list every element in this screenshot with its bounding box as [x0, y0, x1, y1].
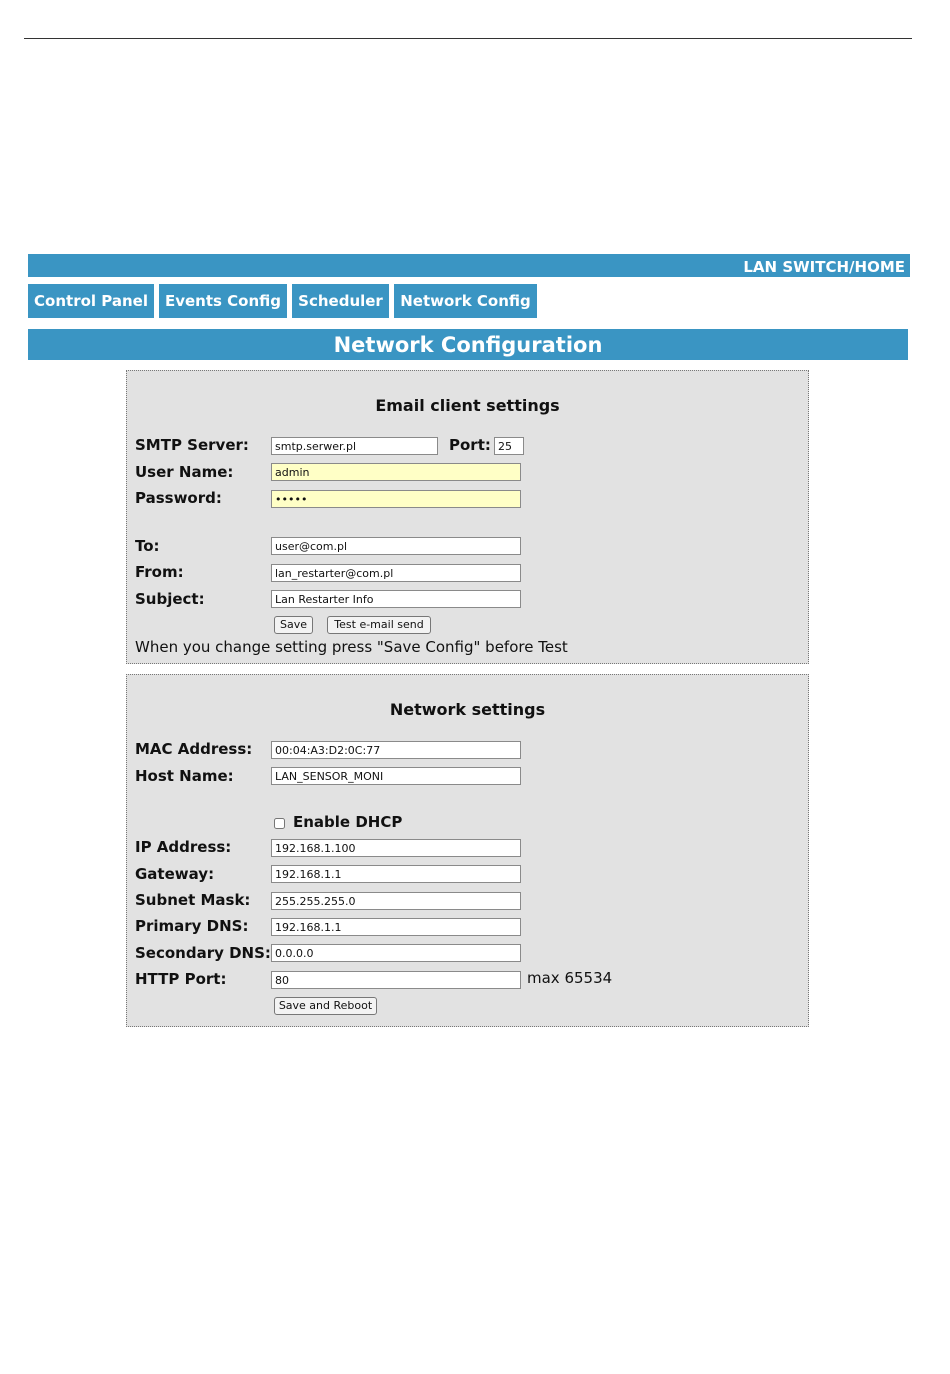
enable-dhcp-checkbox[interactable]	[274, 818, 285, 829]
save-config-note: When you change setting press "Save Config" before Test	[135, 638, 568, 656]
save-and-reboot-button[interactable]: Save and Reboot	[274, 997, 377, 1015]
page-title: Network Configuration	[28, 329, 908, 360]
brand-title: LAN SWITCH/HOME	[743, 258, 905, 276]
subject-label: Subject:	[135, 590, 205, 608]
user-name-input[interactable]	[271, 463, 521, 481]
http-port-label: HTTP Port:	[135, 970, 227, 988]
gateway-input[interactable]	[271, 865, 521, 883]
smtp-port-input[interactable]	[494, 437, 524, 455]
enable-dhcp-label: Enable DHCP	[293, 813, 403, 831]
from-label: From:	[135, 563, 184, 581]
subnet-mask-label: Subnet Mask:	[135, 891, 251, 909]
smtp-server-input[interactable]	[271, 437, 438, 455]
ip-address-input[interactable]	[271, 839, 521, 857]
http-port-input[interactable]	[271, 971, 521, 989]
primary-dns-label: Primary DNS:	[135, 917, 249, 935]
tab-scheduler[interactable]: Scheduler	[292, 284, 389, 318]
smtp-server-label: SMTP Server:	[135, 436, 249, 454]
port-label: Port:	[449, 436, 491, 454]
email-settings-title: Email client settings	[375, 396, 560, 415]
brand-bar	[28, 254, 910, 277]
gateway-label: Gateway:	[135, 865, 215, 883]
test-email-button[interactable]: Test e-mail send	[327, 616, 431, 634]
to-input[interactable]	[271, 537, 521, 555]
to-label: To:	[135, 537, 160, 555]
secondary-dns-label: Secondary DNS:	[135, 944, 271, 962]
user-name-label: User Name:	[135, 463, 234, 481]
from-input[interactable]	[271, 564, 521, 582]
http-port-hint: max 65534	[527, 969, 613, 987]
ip-address-label: IP Address:	[135, 838, 232, 856]
primary-dns-input[interactable]	[271, 918, 521, 936]
password-label: Password:	[135, 489, 222, 507]
save-button[interactable]: Save	[274, 616, 313, 634]
network-settings-title: Network settings	[389, 700, 546, 719]
tab-events-config[interactable]: Events Config	[159, 284, 287, 318]
secondary-dns-input[interactable]	[271, 944, 521, 962]
subnet-mask-input[interactable]	[271, 892, 521, 910]
mac-address-input[interactable]	[271, 741, 521, 759]
tab-control-panel[interactable]: Control Panel	[28, 284, 154, 318]
host-name-label: Host Name:	[135, 767, 234, 785]
tab-network-config[interactable]: Network Config	[394, 284, 537, 318]
mac-address-label: MAC Address:	[135, 740, 253, 758]
host-name-input[interactable]	[271, 767, 521, 785]
email-settings-panel	[126, 370, 809, 664]
password-input[interactable]	[271, 490, 521, 508]
top-rule	[24, 38, 912, 39]
network-settings-panel	[126, 674, 809, 1027]
subject-input[interactable]	[271, 590, 521, 608]
